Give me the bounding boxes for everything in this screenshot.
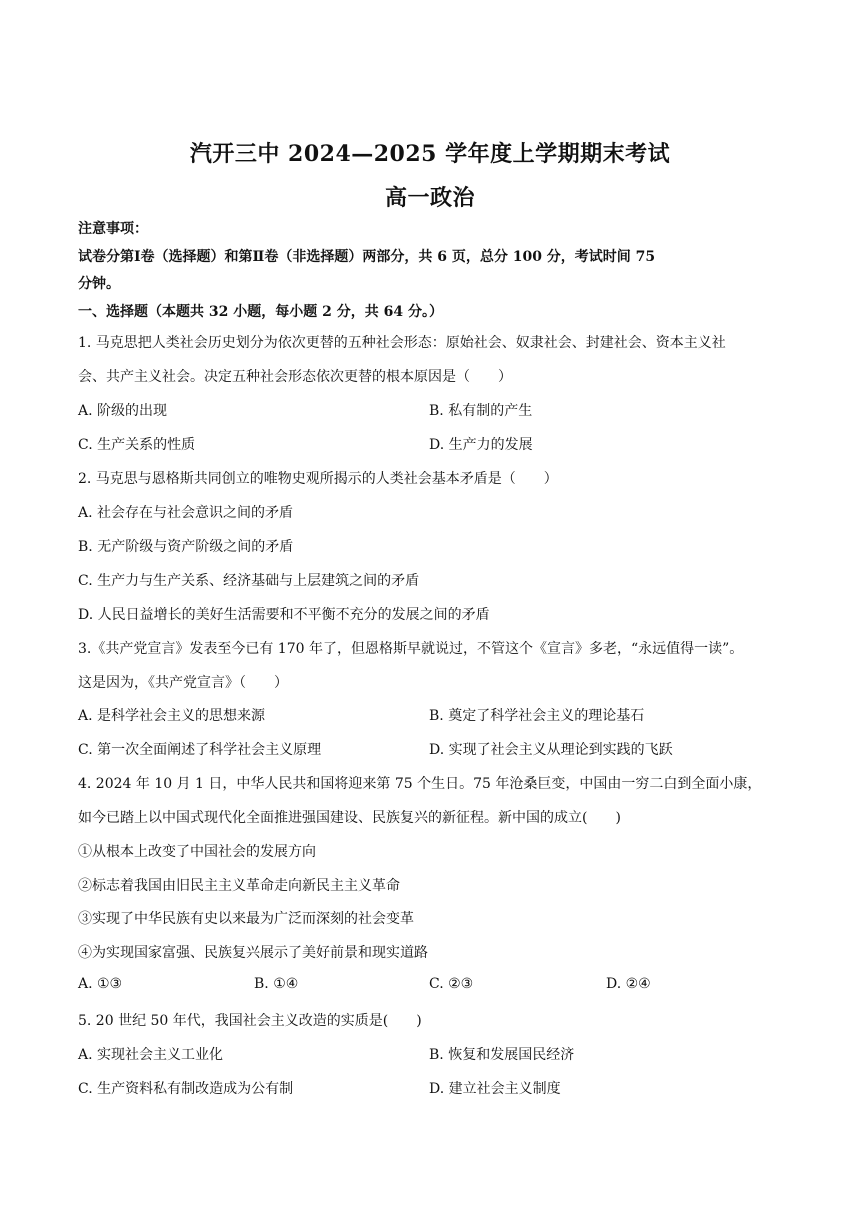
q2-option-b: B. 无产阶级与资产阶级之间的矛盾 [78, 539, 294, 555]
q3-stem-line-2: 这是因为，《共产党宣言》（ ） [78, 675, 288, 691]
q2-option-d: D. 人民日益增长的美好生活需要和不平衡不充分的发展之间的矛盾 [78, 607, 490, 623]
q5-option-a: A. 实现社会主义工业化 [78, 1047, 224, 1063]
notice-line-1: 试卷分第Ⅰ卷（选择题）和第Ⅱ卷（非选择题）两部分，共 6 页，总分 100 分，考试时间 75 [78, 249, 656, 265]
q4-option-d: D. ②④ [606, 976, 651, 992]
q5-option-d: D. 建立社会主义制度 [429, 1081, 561, 1097]
q2-stem-line-1: 2. 马克思与恩格斯共同创立的唯物史观所揭示的人类社会基本矛盾是（ ） [78, 471, 558, 487]
q1-option-d: D. 生产力的发展 [429, 437, 533, 453]
q4-option-c: C. ②③ [429, 976, 474, 992]
q4-option-a: A. ①③ [78, 976, 123, 992]
q4-statement-1: ①从根本上改变了中国社会的发展方向 [78, 844, 316, 860]
exam-title: 汽开三中 2024—2025 学年度上学期期末考试 [189, 141, 671, 167]
q1-option-a: A. 阶级的出现 [78, 403, 168, 419]
q3-option-b: B. 奠定了科学社会主义的理论基石 [429, 708, 645, 724]
q2-option-c: C. 生产力与生产关系、经济基础与上层建筑之间的矛盾 [78, 573, 420, 589]
q2-option-a: A. 社会存在与社会意识之间的矛盾 [78, 505, 294, 521]
q1-stem-line-1: 1. 马克思把人类社会历史划分为依次更替的五种社会形态：原始社会、奴隶社会、封建社会、资本主义社 [78, 335, 726, 351]
q4-statement-4: ④为实现国家富强、民族复兴展示了美好前景和现实道路 [78, 945, 428, 961]
q5-option-c: C. 生产资料私有制改造成为公有制 [78, 1081, 294, 1097]
q3-option-c: C. 第一次全面阐述了科学社会主义原理 [78, 742, 322, 758]
q3-stem-line-1: 3.《共产党宣言》发表至今已有 170 年了，但恩格斯早就说过，不管这个《宣言》多老，“永远值得一读”。 [78, 641, 744, 657]
q4-statement-2: ②标志着我国由旧民主主义革命走向新民主主义革命 [78, 878, 400, 894]
q1-option-c: C. 生产关系的性质 [78, 437, 196, 453]
exam-subject: 高一政治 [384, 185, 475, 211]
q5-stem-line-1: 5. 20 世纪 50 年代，我国社会主义改造的实质是( ) [78, 1013, 422, 1029]
q4-stem-line-2: 如今已踏上以中国式现代化全面推进强国建设、民族复兴的新征程。新中国的成立( ) [78, 810, 621, 826]
q4-stem-line-1: 4. 2024 年 10 月 1 日，中华人民共和国将迎来第 75 个生日。75 年沧桑巨变，中国由一穷二白到全面小康， [78, 776, 762, 792]
q4-statement-3: ③实现了中华民族有史以来最为广泛而深刻的社会变革 [78, 911, 414, 927]
q3-option-d: D. 实现了社会主义从理论到实践的飞跃 [429, 742, 673, 758]
q1-option-b: B. 私有制的产生 [429, 403, 533, 419]
notice-line-2: 分钟。 [78, 276, 120, 292]
notice-heading: 注意事项： [78, 221, 148, 237]
q1-stem-line-2: 会、共产主义社会。决定五种社会形态依次更替的根本原因是（ ） [78, 369, 512, 385]
q5-option-b: B. 恢复和发展国民经济 [429, 1047, 575, 1063]
q4-option-b: B. ①④ [254, 976, 299, 992]
q3-option-a: A. 是科学社会主义的思想来源 [78, 708, 266, 724]
section-heading: 一、选择题（本题共 32 小题，每小题 2 分，共 64 分。） [78, 304, 443, 320]
